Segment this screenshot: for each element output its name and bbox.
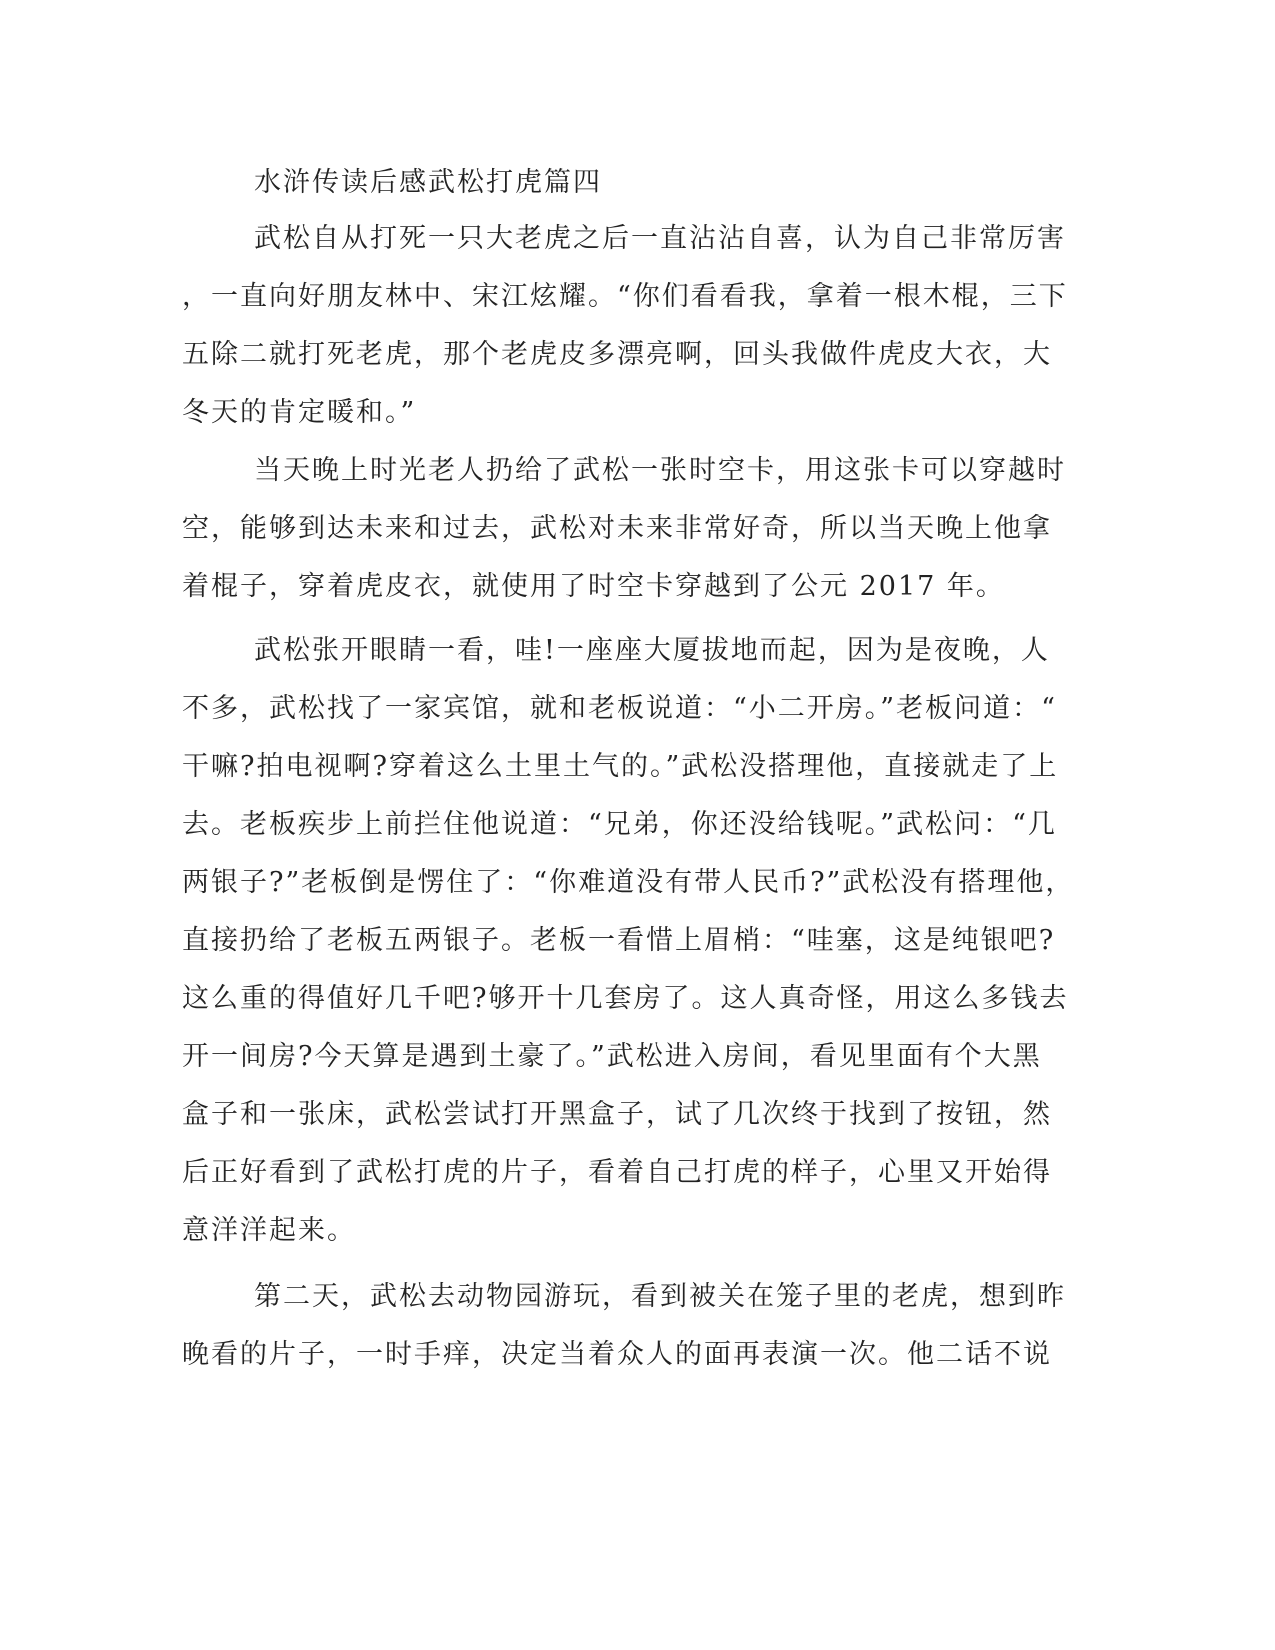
paragraph-4-line-1: 第二天，武松去动物园游玩，看到被关在笼子里的老虎，想到昨 — [254, 1281, 1066, 1312]
paragraph-1-line-4: 冬天的肯定暖和。” — [182, 397, 417, 428]
paragraph-3-line-3: 干嘛?拍电视啊?穿着这么土里土气的。”武松没搭理他，直接就走了上 — [182, 751, 1059, 782]
document-title: 水浒传读后感武松打虎篇四 — [254, 167, 602, 198]
paragraph-2-line-1: 当天晚上时光老人扔给了武松一张时空卡，用这张卡可以穿越时 — [254, 455, 1066, 486]
paragraph-3-line-9: 盒子和一张床，武松尝试打开黑盒子，试了几次终于找到了按钮，然 — [182, 1099, 1052, 1130]
paragraph-3-line-11: 意洋洋起来。 — [182, 1215, 356, 1246]
paragraph-2-line-2: 空，能够到达未来和过去，武松对未来非常好奇，所以当天晚上他拿 — [182, 513, 1052, 544]
paragraph-3-line-6: 直接扔给了老板五两银子。老板一看惜上眉梢：“哇塞，这是纯银吧? — [182, 925, 1056, 956]
paragraph-3-line-5: 两银子?”老板倒是愣住了：“你难道没有带人民币?”武松没有搭理他， — [182, 867, 1075, 898]
paragraph-4-line-2: 晚看的片子，一时手痒，决定当着众人的面再表演一次。他二话不说 — [182, 1339, 1052, 1370]
paragraph-3-line-2: 不多，武松找了一家宾馆，就和老板说道：“小二开房。”老板问道：“ — [182, 693, 1057, 724]
paragraph-3-line-10: 后正好看到了武松打虎的片子，看着自己打虎的样子，心里又开始得 — [182, 1157, 1052, 1188]
paragraph-1-line-2: ，一直向好朋友林中、宋江炫耀。“你们看看我，拿着一根木棍，三下 — [182, 281, 1068, 312]
paragraph-3-line-4: 去。老板疾步上前拦住他说道：“兄弟，你还没给钱呢。”武松问：“几 — [182, 809, 1057, 840]
paragraph-3-line-1: 武松张开眼睛一看，哇!一座座大厦拔地而起，因为是夜晚，人 — [254, 635, 1050, 666]
paragraph-3-line-8: 开一间房?今天算是遇到土豪了。”武松进入房间，看见里面有个大黑 — [182, 1041, 1042, 1072]
paragraph-1-line-1: 武松自从打死一只大老虎之后一直沾沾自喜，认为自己非常厉害 — [254, 223, 1066, 254]
paragraph-1-line-3: 五除二就打死老虎，那个老虎皮多漂亮啊，回头我做件虎皮大衣，大 — [182, 339, 1052, 370]
paragraph-2-line-3: 着棍子，穿着虎皮衣，就使用了时空卡穿越到了公元 2017 年。 — [182, 571, 1005, 602]
paragraph-3-line-7: 这么重的得值好几千吧?够开十几套房了。这人真奇怪，用这么多钱去 — [182, 983, 1069, 1014]
